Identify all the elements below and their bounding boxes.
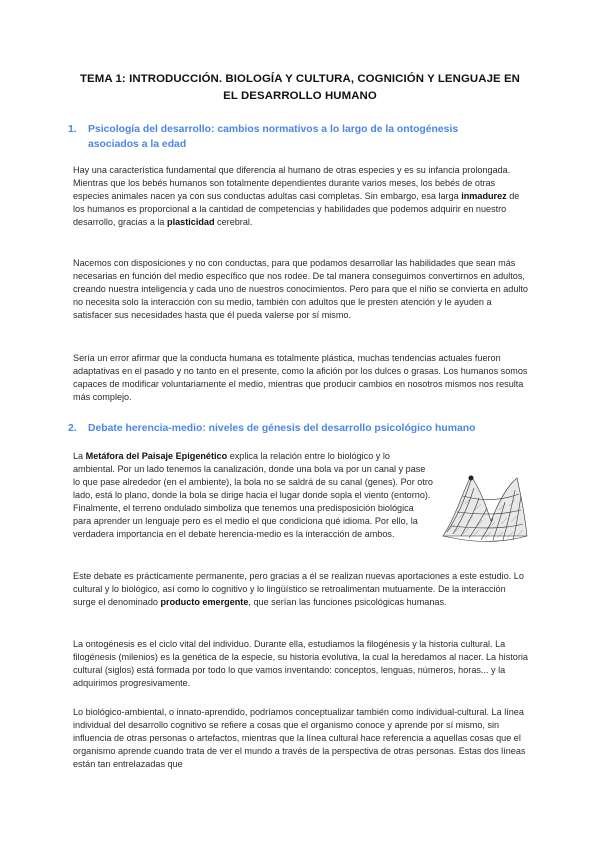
term-plasticidad: plasticidad bbox=[167, 217, 215, 227]
paragraph-5-text-a: Este debate es prácticamente permanente, pero gracias a él se realizan nuevas aportaciones a este estudio. Lo cultural y lo biológico, así como lo cognitivo y lo lingüístico se retroalimentan mutuamente. De la interacción surge el denominado bbox=[73, 571, 524, 607]
paragraph-1-text-d: cerebral. bbox=[214, 217, 253, 227]
section-1-heading bbox=[68, 122, 538, 152]
paragraph-1 bbox=[73, 164, 529, 229]
section-1-title-line-1: Psicología del desarrollo: cambios normativos a lo largo de la ontogénesis bbox=[88, 124, 459, 135]
term-metafora-paisaje-epigenetico: Metáfora del Paisaje Epigenético bbox=[85, 451, 228, 461]
title-line-1: TEMA 1: INTRODUCCIÓN. BIOLOGÍA Y CULTURA, COGNICIÓN Y LENGUAJE EN bbox=[79, 73, 520, 85]
section-1-title-line-2: asociados a la edad bbox=[88, 139, 187, 150]
paragraph-3: Sería un error afirmar que la conducta humana es totalmente plástica, muchas tendencias actuales fueron adaptativas en el pasado y no tanto en el presente, como la afición por los dulces o grasas. Los humanos somos capaces de modificar voluntariamente el medio, mientras que producir cambios en nosotros mismos nos resulta más complejo. bbox=[73, 353, 528, 402]
paragraph-1-text-a: Hay una característica fundamental que diferencia al humano de otras especies y es su infancia prolongada. Mientras que los bebés humanos son totalmente dependientes durante varios meses, los bebés de otras especies animales nacen ya con sus conductas adultas casi completas. Sin embargo, esa larga bbox=[73, 165, 511, 201]
paragraph-1-text-c: de los humanos es proporcional a la cantidad de competencias y habilidades que podemos adquirir en nuestro desarrollo, gracias a la bbox=[73, 191, 520, 227]
paragraph-6: La ontogénesis es el ciclo vital del individuo. Durante ella, estudiamos la filogénesis y la historia cultural. La filogénesis (milenios) es la genética de la especie, su historia evolutiva, la cual la heredamos al nacer. La historia cultural (siglos) está formada por todo lo que vamos inventando: conceptos, lenguas, números, horas... y la adquirimos progresivamente. bbox=[73, 639, 528, 688]
epigenetic-landscape-illustration bbox=[441, 466, 529, 548]
section-2-number: 2. bbox=[68, 423, 77, 434]
document-title bbox=[60, 71, 540, 105]
paragraph-5 bbox=[73, 570, 529, 609]
paragraph-5-text-c: , que serían las funciones psicológicas humanas. bbox=[248, 597, 447, 607]
section-2-title-line-1: Debate herencia-medio: niveles de génesis del desarrollo psicológico humano bbox=[88, 423, 476, 434]
term-inmadurez: inmadurez bbox=[461, 191, 507, 201]
term-producto-emergente: producto emergente bbox=[160, 597, 249, 607]
section-2-heading bbox=[68, 421, 538, 436]
section-1-number: 1. bbox=[68, 124, 77, 135]
title-line-2: EL DESARROLLO HUMANO bbox=[223, 90, 377, 102]
paragraph-4-text-a: La bbox=[73, 451, 86, 461]
paragraph-7: Lo biológico-ambiental, o innato-aprendido, podríamos conceptualizar también como individual-cultural. La línea individual del desarrollo cognitivo se refiere a cosas que el organismo conoce y aprende por sí mismo, sin influencia de otras personas o artefactos, mientras que la línea cultural hace referencia a aquellas cosas que el organismo aprende cuando trata de ver el mundo a través de la perspectiva de otras personas. Estas dos líneas están tan entrelazadas que bbox=[73, 707, 526, 769]
paragraph-4-text-c: explica la relación entre lo biológico y lo ambiental. Por un lado tenemos la canalización, donde una bola va por un canal y pase lo que pase alrededor (en el ambiente), la bola no se saldrá de su canal (genes). Por otro lado, está lo plano, donde la bola se dirige hacia el lugar donde sopla el viento (entorno). Finalmente, el terreno ondulado simboliza que tenemos una predisposición biológica para aprender un lenguaje pero es el medio el que condiciona qué idioma. Por ello, la verdadera importancia en el debate herencia-medio es la interacción de ambos. bbox=[73, 451, 433, 539]
paragraph-2: Nacemos con disposiciones y no con conductas, para que podamos desarrollar las habilidades que sean más necesarias en función del medio específico que nos rodee. De tal manera conseguimos convertirnos en adultos, creando nuestra inteligencia y cada uno de nuestros conocimientos. Pero para que el niño se convierta en adulto no necesita solo la interacción con su medio, también con adultos que le presten atención y le ayuden a satisfacer sus necesidades hasta que él pueda valerse por sí mismo. bbox=[73, 258, 528, 320]
